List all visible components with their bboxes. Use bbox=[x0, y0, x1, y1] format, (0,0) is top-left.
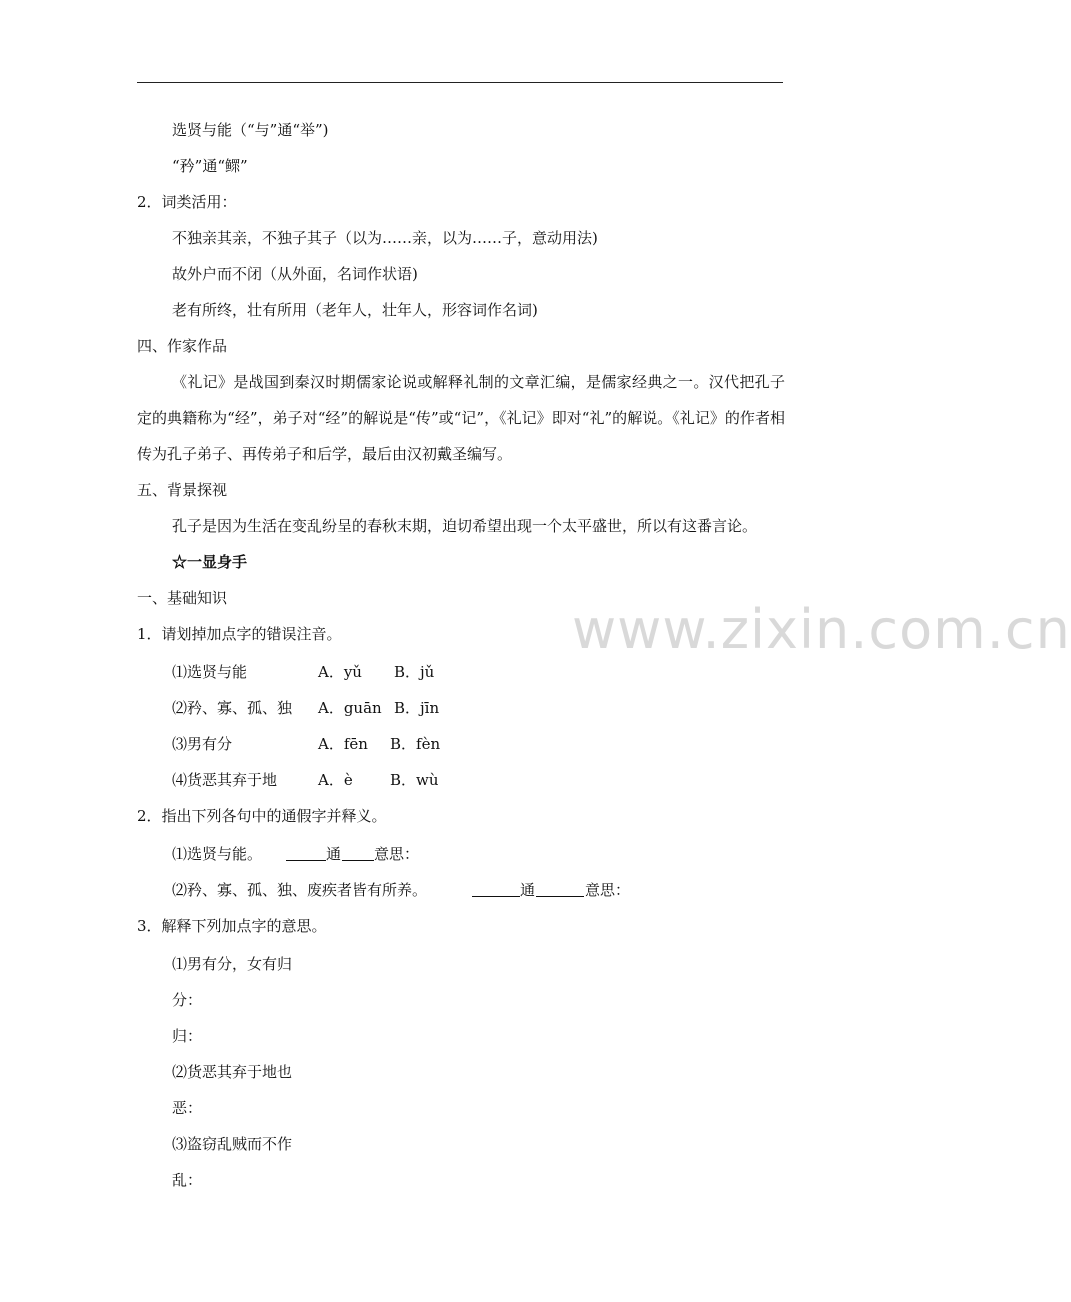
question-2: 2．指出下列各句中的通假字并释义。 bbox=[137, 807, 387, 825]
text-line: “矜”通“鳏” bbox=[172, 157, 248, 175]
q3-item: ⑵货恶其弃于地也 bbox=[172, 1063, 293, 1081]
q1-option-a: A．fēn bbox=[318, 735, 368, 753]
q1-option-a: A．yǔ bbox=[318, 663, 362, 681]
answer-blank[interactable] bbox=[286, 844, 326, 861]
text-line: 选贤与能（“与”通“举”) bbox=[172, 121, 329, 139]
q2b-stem: ⑵矜、寡、孤、独、废疾者皆有所养。 bbox=[172, 881, 428, 899]
q1-option-b: B．jǔ bbox=[394, 663, 435, 681]
question-3: 3．解释下列加点字的意思。 bbox=[137, 917, 327, 935]
paragraph-author-works: 《礼记》是战国到秦汉时期儒家论说或解释礼制的文章汇编，是儒家经典之一。汉代把孔子定的典籍称为“经”，弟子对“经”的解说是“传”或“记”，《礼记》即对“礼”的解说。《礼记》的作者相传为孔子弟子、再传弟子和后学，最后由汉初戴圣编写。 bbox=[137, 373, 785, 463]
q1-option-b: B．wù bbox=[390, 771, 439, 789]
section-heading: 四、作家作品 bbox=[137, 337, 228, 355]
question-1: 1．请划掉加点字的错误注音。 bbox=[137, 625, 342, 643]
q2a-meaning-label: 意思： bbox=[374, 845, 420, 863]
q2b-tong: 通 bbox=[520, 881, 536, 899]
section-heading: 一、基础知识 bbox=[137, 589, 228, 607]
q3-answer-label: 分： bbox=[172, 991, 203, 1009]
q2a-tong: 通 bbox=[326, 845, 342, 863]
q3-answer-label: 乱： bbox=[172, 1171, 203, 1189]
q2b-meaning-label: 意思： bbox=[585, 881, 631, 899]
q1-item-stem: ⑶男有分 bbox=[172, 735, 233, 753]
section-heading: 五、背景探视 bbox=[137, 481, 228, 499]
q1-option-b: B．jīn bbox=[394, 699, 440, 717]
answer-blank[interactable] bbox=[536, 880, 584, 897]
text-line: 老有所终，壮有所用（老年人，壮年人，形容词作名词) bbox=[172, 301, 538, 319]
q2a-stem: ⑴选贤与能。 bbox=[172, 845, 263, 863]
q1-item-stem: ⑷货恶其弃于地 bbox=[172, 771, 278, 789]
q1-item-stem: ⑵矜、寡、孤、独 bbox=[172, 699, 293, 717]
q3-item: ⑶盗窃乱贼而不作 bbox=[172, 1135, 293, 1153]
watermark: www.zixin.com.cn bbox=[572, 598, 1071, 661]
text-line: 不独亲其亲，不独子其子（以为……亲，以为……子，意动用法) bbox=[172, 229, 598, 247]
section-heading: 2．词类活用： bbox=[137, 193, 237, 211]
q1-option-b: B．fèn bbox=[390, 735, 441, 753]
q3-item: ⑴男有分，女有归 bbox=[172, 955, 293, 973]
answer-blank[interactable] bbox=[472, 880, 520, 897]
header-rule bbox=[137, 82, 783, 83]
q1-item-stem: ⑴选贤与能 bbox=[172, 663, 248, 681]
answer-blank[interactable] bbox=[342, 844, 374, 861]
q3-answer-label: 归： bbox=[172, 1027, 203, 1045]
text-line: 故外户而不闭（从外面，名词作状语) bbox=[172, 265, 418, 283]
q1-option-a: A．è bbox=[318, 771, 353, 789]
q3-answer-label: 恶： bbox=[172, 1099, 203, 1117]
paragraph-background: 孔子是因为生活在变乱纷呈的春秋末期，迫切希望出现一个太平盛世，所以有这番言论。 bbox=[172, 517, 758, 535]
exercise-title: ☆一显身手 bbox=[172, 553, 248, 571]
q1-option-a: A．guān bbox=[318, 699, 382, 717]
